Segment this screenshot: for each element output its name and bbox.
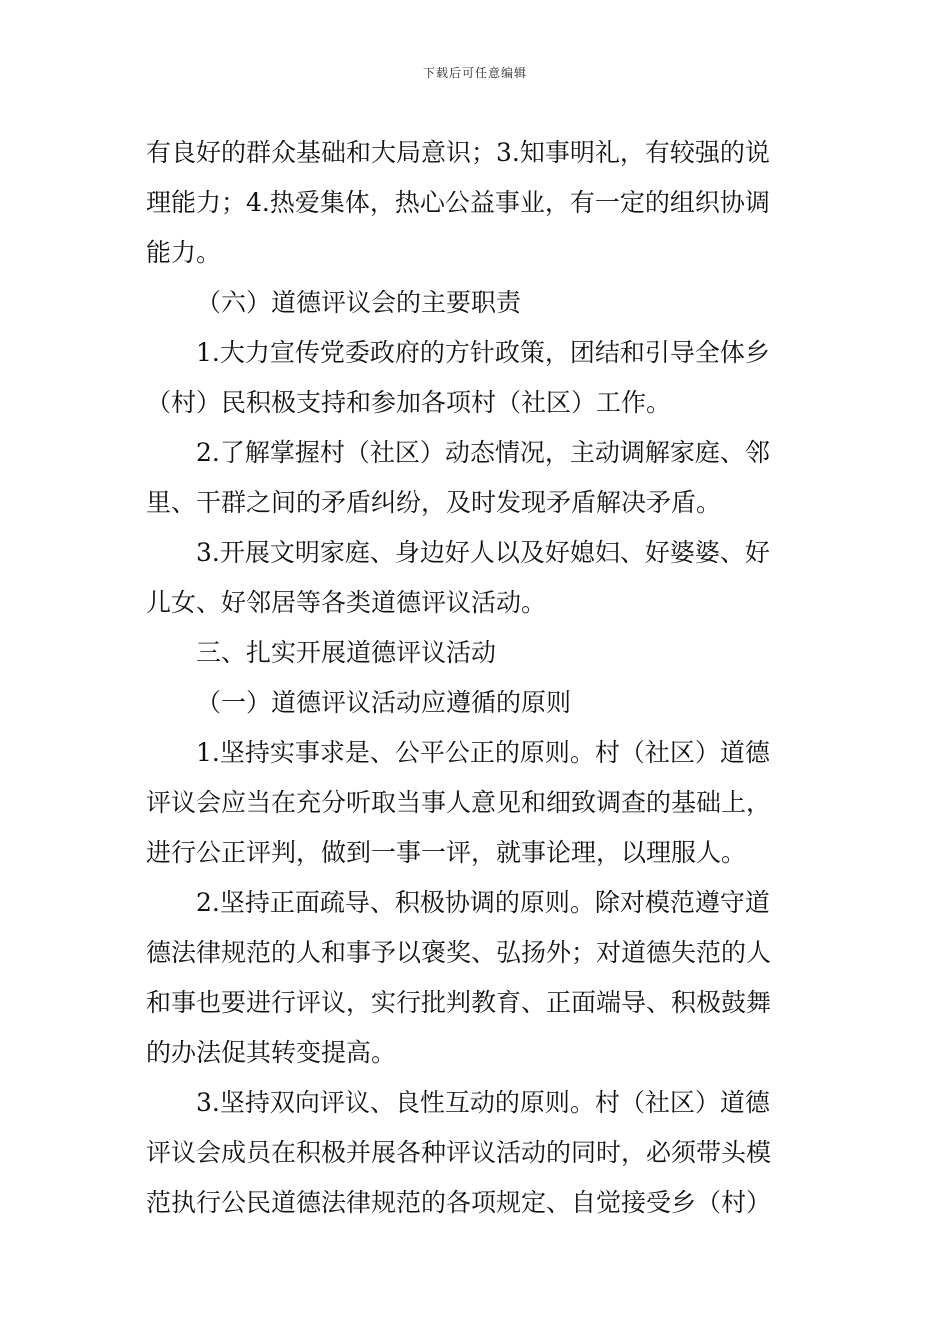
text-line: 3.开展文明家庭、身边好人以及好媳妇、好婆婆、好 — [196, 538, 770, 567]
text-line: 评议会成员在积极并展各种评议活动的同时，必须带头模 — [146, 1138, 772, 1167]
text-line: 有良好的群众基础和大局意识；3.知事明礼，有较强的说 — [146, 138, 770, 167]
text-line: 德法律规范的人和事予以褒奖、弘扬外；对道德失范的人 — [146, 938, 772, 967]
text-line: 1.大力宣传党委政府的方针政策，团结和引导全体乡 — [196, 338, 770, 367]
page-header: 下载后可任意编辑 — [422, 66, 527, 80]
text-line: （六）道德评议会的主要职责 — [196, 288, 522, 317]
text-line: 评议会应当在充分听取当事人意见和细致调查的基础上， — [146, 788, 772, 817]
text-line: 3.坚持双向评议、良性互动的原则。村（社区）道德 — [196, 1088, 770, 1117]
text-line: 里、干群之间的矛盾纠纷，及时发现矛盾解决矛盾。 — [146, 488, 722, 517]
text-line: 范执行公民道德法律规范的各项规定、自觉接受乡（村） — [146, 1188, 772, 1217]
text-line: （一）道德评议活动应遵循的原则 — [196, 688, 572, 717]
text-line: 2.坚持正面疏导、积极协调的原则。除对模范遵守道 — [196, 888, 770, 917]
text-line: 三、扎实开展道德评议活动 — [196, 638, 497, 667]
text-line: 理能力；4.热爱集体，热心公益事业，有一定的组织协调 — [146, 188, 770, 217]
text-line: 和事也要进行评议，实行批判教育、正面端导、积极鼓舞 — [146, 988, 772, 1017]
text-line: 的办法促其转变提高。 — [146, 1038, 397, 1067]
text-line: 进行公正评判，做到一事一评，就事论理，以理服人。 — [146, 838, 747, 867]
text-line: 2.了解掌握村（社区）动态情况，主动调解家庭、邻 — [196, 438, 770, 467]
text-line: 1.坚持实事求是、公平公正的原则。村（社区）道德 — [196, 738, 770, 767]
text-line: 能力。 — [146, 238, 222, 267]
text-line: （村）民积极支持和参加各项村（社区）工作。 — [146, 388, 672, 417]
text-line: 儿女、好邻居等各类道德评议活动。 — [146, 588, 547, 617]
document-body — [146, 128, 806, 1228]
